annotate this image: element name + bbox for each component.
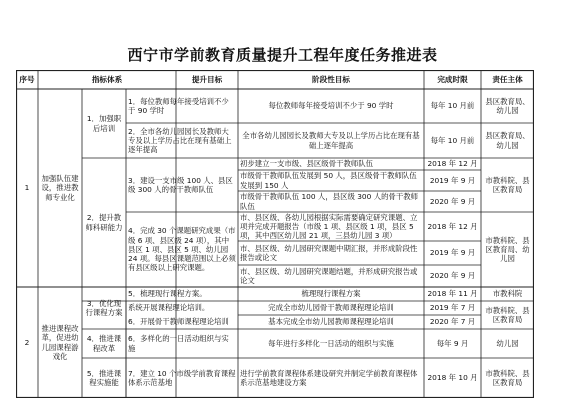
stage-6-b: 基本完成全市幼儿园教师课程理论培训 xyxy=(268,317,394,327)
deadline-4-b: 2019 年 9 月 xyxy=(429,248,476,258)
owner-7: 幼儿园 xyxy=(496,338,519,348)
owner-5: 市教科院 xyxy=(492,289,523,299)
stage-1: 每位教师每年接受培训不少于 90 学时 xyxy=(268,101,394,111)
page-title: 西宁市学前教育质量提升工程年度任务推进表 xyxy=(127,46,438,64)
owner-4: 市教科院、县区教育局、幼儿园 xyxy=(485,235,530,264)
header-no: 序号 xyxy=(19,74,35,84)
stage-4-c: 市、县区级、幼儿园研究课题结题，并形成研究报告或论文 xyxy=(240,266,418,285)
header-stage: 阶段性目标 xyxy=(312,74,350,84)
header-deadline: 完成时限 xyxy=(437,74,468,84)
goal-6-title: 6．开展骨干教师课程理论培训 xyxy=(128,317,229,327)
owner-8: 市教科院、县区教育局 xyxy=(485,368,530,387)
deadline-4-c: 2020 年 9 月 xyxy=(429,271,476,281)
stage-7: 每年进行多样化一日活动的组织与实施 xyxy=(268,338,394,348)
header-goal: 提升目标 xyxy=(191,74,223,84)
deadline-3-c: 2020 年 9 月 xyxy=(429,196,476,206)
goal-4: 4．完成 30 个课题研究成果（市级 6 项、县区级 24 项），其中县区 1 项、县区 5 项、幼儿园 24 项。每县区课题范围以上必须有县区级以上研究课题。 xyxy=(128,226,236,273)
deadline-8: 2018 年 10 月 xyxy=(427,373,478,383)
goal-7: 6．多样化的一日活动组织与实施 xyxy=(128,334,229,353)
goal-1: 1．每位教师每年接受培训不少于 90 学时 xyxy=(128,96,229,115)
section-2-number: 2 xyxy=(24,337,30,347)
header-system: 指标体系 xyxy=(91,74,123,84)
stage-4-b: 市、县区级、幼儿园研究课题中期汇报，并形成阶段性报告或论文 xyxy=(240,243,418,262)
stage-2: 全市各幼儿园园长及教师大专及以上学历占比在现有基础上逐年提高 xyxy=(242,131,420,150)
stage-4-a: 市、县区级、各幼儿园根据实际需要确定研究课题、立项并完成开题报告（市级 1 项、县区级 1 项，县区 5 项，其中西区幼儿园 21 项，三县幼儿园 3 项） xyxy=(240,212,418,241)
sub-indicator-4: 4．推进课程改革 xyxy=(86,334,122,353)
sub-indicator-5: 5．推进课程实施能 xyxy=(86,368,122,387)
section-2-system: 推进课程改革，促进幼儿园课程游戏化 xyxy=(41,324,79,361)
deadline-1: 每年 10 月前 xyxy=(430,101,475,111)
section-1-system: 加强队伍建设，推进教师专业化 xyxy=(41,174,79,202)
task-table xyxy=(16,70,534,398)
sub-indicator-3: 3．优化现行课程方案 xyxy=(85,298,123,317)
goal-2: 2．全市各幼儿园园长及教师大专及以上学历占比在现有基础上逐年提高 xyxy=(128,126,232,155)
goal-8: 7．建立 10 个市级学前教育课程体系示范基地 xyxy=(128,368,236,387)
owner-1: 县区教育局、幼儿园 xyxy=(485,96,530,115)
stage-8: 进行学前教育课程体系建设研究并制定学前教育课程体系示范基地建设方案 xyxy=(240,368,418,387)
goal-3: 3．建设一支市级 100 人、县区级 300 人的骨干教师队伍 xyxy=(128,175,233,194)
goal-6: 系统开展课程理论培训。 xyxy=(128,303,210,313)
deadline-5: 2018 年 11 月 xyxy=(427,289,478,299)
header-owner: 责任主体 xyxy=(492,74,523,84)
owner-6: 市教科院、县区教育局 xyxy=(485,305,530,324)
deadline-3-a: 2018 年 12 月 xyxy=(427,159,478,169)
stage-3-a: 初步建立一支市级、县区级骨干教师队伍 xyxy=(240,159,374,169)
stage-3-b: 市级骨干教师队伍发展到 50 人，县区级骨干教师队伍发展到 150 人 xyxy=(240,171,417,190)
deadline-6-a: 2019 年 7 月 xyxy=(429,303,476,313)
section-1-number: 1 xyxy=(24,183,30,193)
deadline-4-a: 2018 年 12 月 xyxy=(427,221,478,231)
stage-5: 梳理现行课程方案 xyxy=(301,289,361,299)
owner-3: 市教科院、县区教育局 xyxy=(485,175,530,194)
deadline-6-b: 2020 年 7 月 xyxy=(429,317,476,327)
stage-6-a: 完成全市幼儿园骨干教师课程理论培训 xyxy=(268,303,394,313)
sub-indicator-1: 1．加强职后培训 xyxy=(86,114,122,133)
stage-3-c: 市级骨干教师队伍 100 人，县区级 300 人的骨干教师队伍 xyxy=(240,192,419,211)
deadline-2: 每年 10 月前 xyxy=(430,135,475,145)
sub-indicator-2: 2．提升教师科研能力 xyxy=(85,213,123,232)
deadline-7: 每年 9 月 xyxy=(436,338,469,348)
deadline-3-b: 2019 年 9 月 xyxy=(429,175,476,185)
goal-5: 5．梳理现行课程方案。 xyxy=(128,289,207,299)
owner-2: 县区教育局、幼儿园 xyxy=(485,131,530,150)
